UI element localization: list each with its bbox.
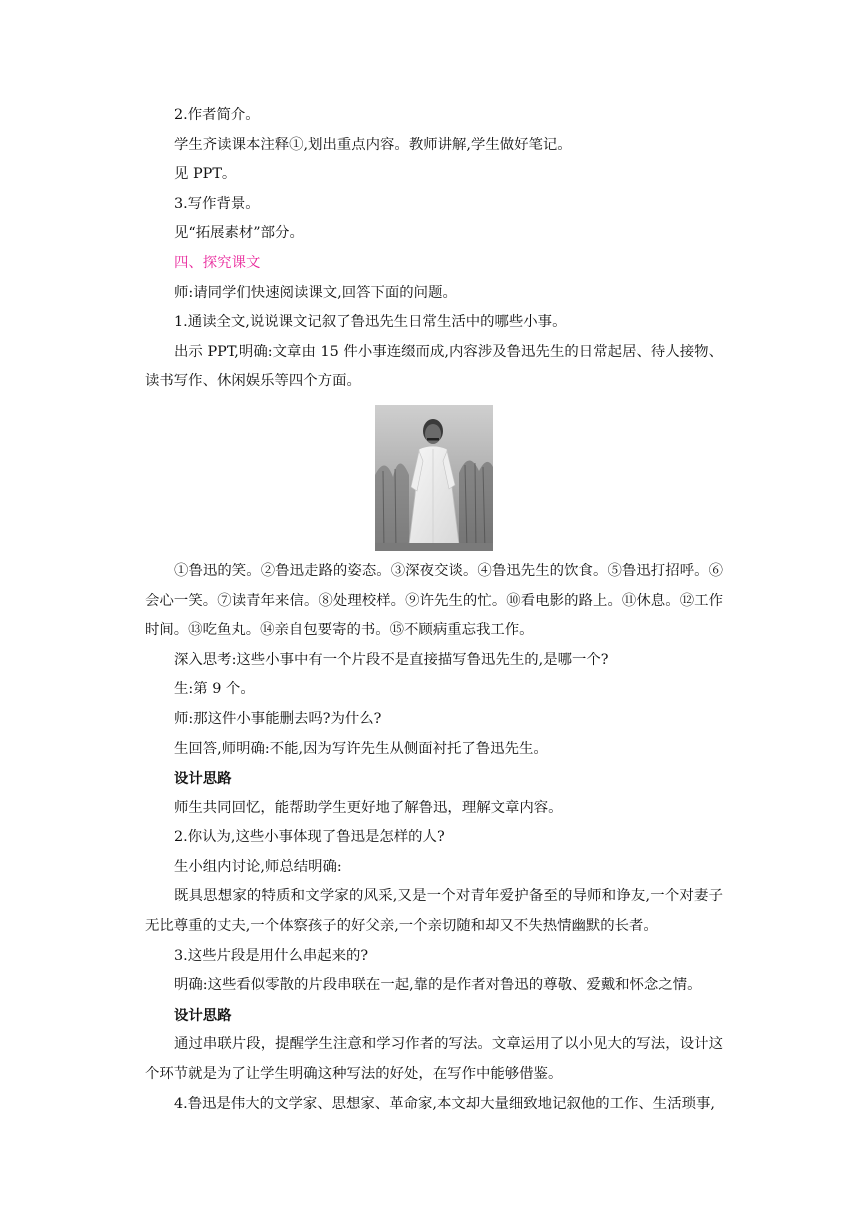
section-heading-explore: 四、探究课文 [174, 254, 261, 271]
paragraph-group-discussion: 生小组内讨论,师总结明确: [174, 858, 342, 875]
paragraph-author-intro-heading: 2.作者简介。 [174, 107, 260, 123]
paragraph-deep-thinking: 深入思考:这些小事中有一个片段不是直接描写鲁迅先生的,是哪一个? [174, 651, 609, 668]
paragraph-character-summary: 既具思想家的特质和文学家的风采,又是一个对青年爱护备至的导师和诤友,一个对妻子无比尊重的丈夫,一个体察孩子的好父亲,一个亲切随和却又不失热情幽默的长者。 [145, 888, 723, 935]
design-idea-text-2: 通过串联片段，提醒学生注意和学习作者的写法。文章运用了以小见大的写法，设计这个环节就是为了让学生明确这种写法的好处，在写作中能够借鉴。 [145, 1036, 723, 1083]
paragraph-see-ppt: 见 PPT。 [174, 166, 237, 183]
paragraph-answer-1: 出示 PPT,明确:文章由 15 件小事连缀而成,内容涉及鲁迅先生的日常起居、待人接物、读书写作、休闲娱乐等四个方面。 [145, 343, 723, 390]
design-idea-heading-2: 设计思路 [174, 1006, 232, 1024]
paragraph-fifteen-events: ①鲁迅的笑。②鲁迅走路的姿态。③深夜交谈。④鲁迅先生的饮食。⑤鲁迅打招呼。⑥会心一笑。⑦读青年来信。⑧处理校样。⑨许先生的忙。⑩看电影的路上。⑪休息。⑫工作时间。⑬吃鱼丸。⑭亲自包要寄的书。⑮不顾病重忘我工作。 [145, 562, 723, 639]
portrait-image [375, 405, 493, 551]
paragraph-question-4: 4.鲁迅是伟大的文学家、思想家、革命家,本文却大量细致地记叙他的工作、生活琐事, [174, 1095, 715, 1112]
paragraph-question-1: 1.通读全文,说说课文记叙了鲁迅先生日常生活中的哪些小事。 [174, 314, 567, 331]
design-idea-heading-1: 设计思路 [174, 770, 232, 788]
paragraph-student-answer: 生:第 9 个。 [174, 681, 255, 698]
portrait-figure [145, 405, 723, 551]
paragraph-teacher-clarify: 生回答,师明确:不能,因为写许先生从侧面衬托了鲁迅先生。 [174, 740, 548, 757]
paragraph-question-3: 3.这些片段是用什么串起来的? [174, 947, 369, 964]
paragraph-answer-3: 明确:这些看似零散的片段串联在一起,靠的是作者对鲁迅的尊敬、爱戴和怀念之情。 [174, 977, 702, 994]
paragraph-author-intro: 学生齐读课本注释①,划出重点内容。教师讲解,学生做好笔记。 [174, 136, 572, 153]
paragraph-teacher-prompt: 师:请同学们快速阅读课文,回答下面的问题。 [174, 284, 457, 301]
paragraph-background-heading: 3.写作背景。 [174, 195, 260, 212]
paragraph-background: 见“拓展素材”部分。 [174, 225, 304, 242]
document-body [145, 101, 723, 1119]
paragraph-question-2: 2.你认为,这些小事体现了鲁迅是怎样的人? [174, 829, 445, 846]
design-idea-text-1: 师生共同回忆，能帮助学生更好地了解鲁迅，理解文章内容。 [174, 799, 563, 816]
paragraph-teacher-question: 师:那这件小事能删去吗?为什么? [174, 710, 382, 727]
